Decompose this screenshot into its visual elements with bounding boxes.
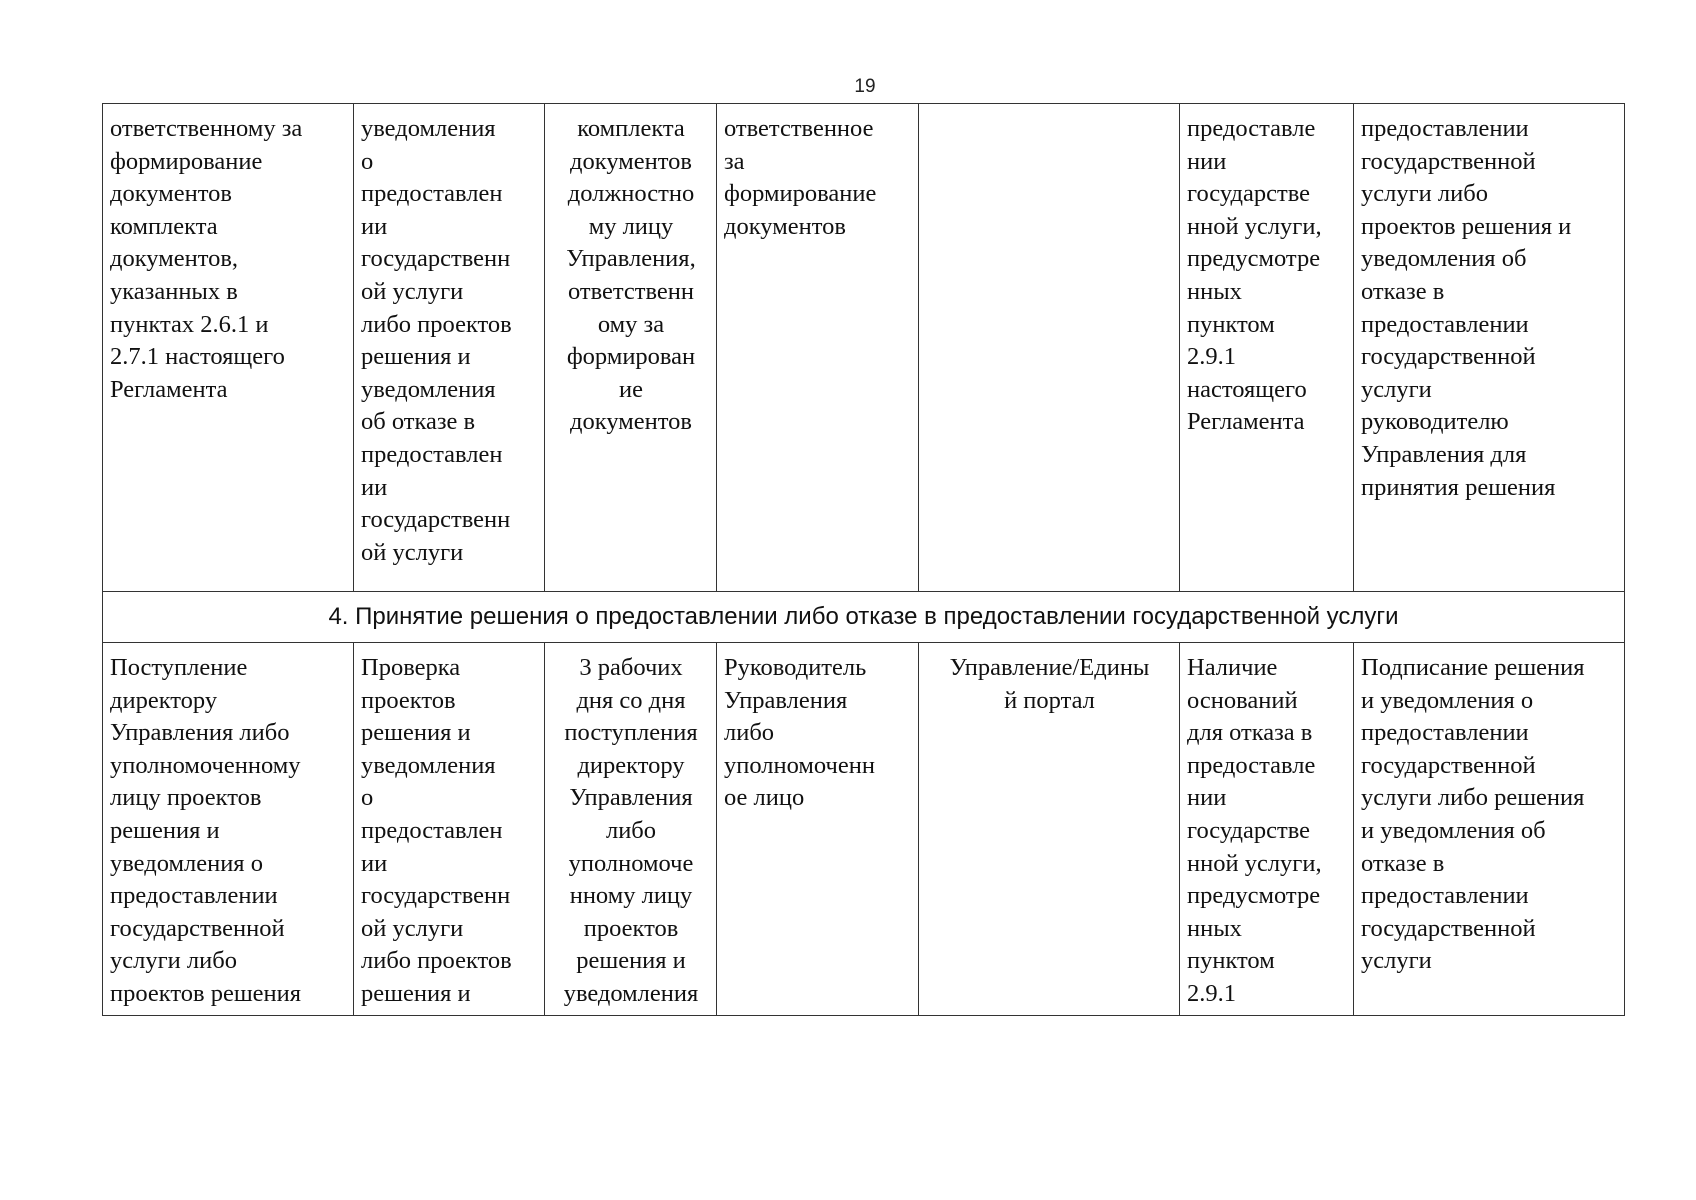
table-row <box>103 104 1625 592</box>
table-cell-action-content: Проверка проектов решения и уведомления о предоставлен ии государственн ой услуги либо проектов решения и <box>354 643 545 1016</box>
table-cell-responsible-basis: ответственному за формирование документов комплекта документов, указанных в пунктах 2.6.1 и 2.7.1 настоящего Регламента <box>103 104 354 592</box>
table-row <box>103 643 1625 1016</box>
table-cell-result: предоставлении государственной услуги либо проектов решения и уведомления об отказе в предоставлении государственной услуги руководителю Управления для принятия решения <box>1354 104 1625 592</box>
table-cell-place <box>919 104 1180 592</box>
table-cell-criteria: предоставле нии государстве нной услуги, предусмотре нных пунктом 2.9.1 настоящего Регламента <box>1180 104 1354 592</box>
table-cell-result: Подписание решения и уведомления о предоставлении государственной услуги либо решения и уведомления об отказе в предоставлении государственной услуги <box>1354 643 1625 1016</box>
section-title: 4. Принятие решения о предоставлении либо отказе в предоставлении государственной услуги <box>103 592 1625 643</box>
table-cell-basis: Поступление директору Управления либо уполномоченному лицу проектов решения и уведомления о предоставлении государственной услуги либо проектов решения <box>103 643 354 1016</box>
table-cell-official: ответственное за формирование документов <box>717 104 919 592</box>
table-cell-duration: 3 рабочих дня со дня поступления директору Управления либо уполномоче нному лицу проектов решения и уведомления <box>545 643 717 1016</box>
procedure-table <box>102 103 1625 1016</box>
table-cell-criteria: Наличие оснований для отказа в предоставле нии государстве нной услуги, предусмотре нных пунктом 2.9.1 <box>1180 643 1354 1016</box>
page-number: 19 <box>854 76 876 97</box>
section-row <box>103 592 1625 643</box>
table-cell-place: Управление/Едины й портал <box>919 643 1180 1016</box>
table-cell-duration: комплекта документов должностно му лицу Управления, ответственн ому за формирован ие документов <box>545 104 717 592</box>
table-cell-action-content: уведомления о предоставлен ии государственн ой услуги либо проектов решения и уведомления об отказе в предоставлен ии государственн ой услуги <box>354 104 545 592</box>
table-cell-official: Руководитель Управления либо уполномоченн ое лицо <box>717 643 919 1016</box>
